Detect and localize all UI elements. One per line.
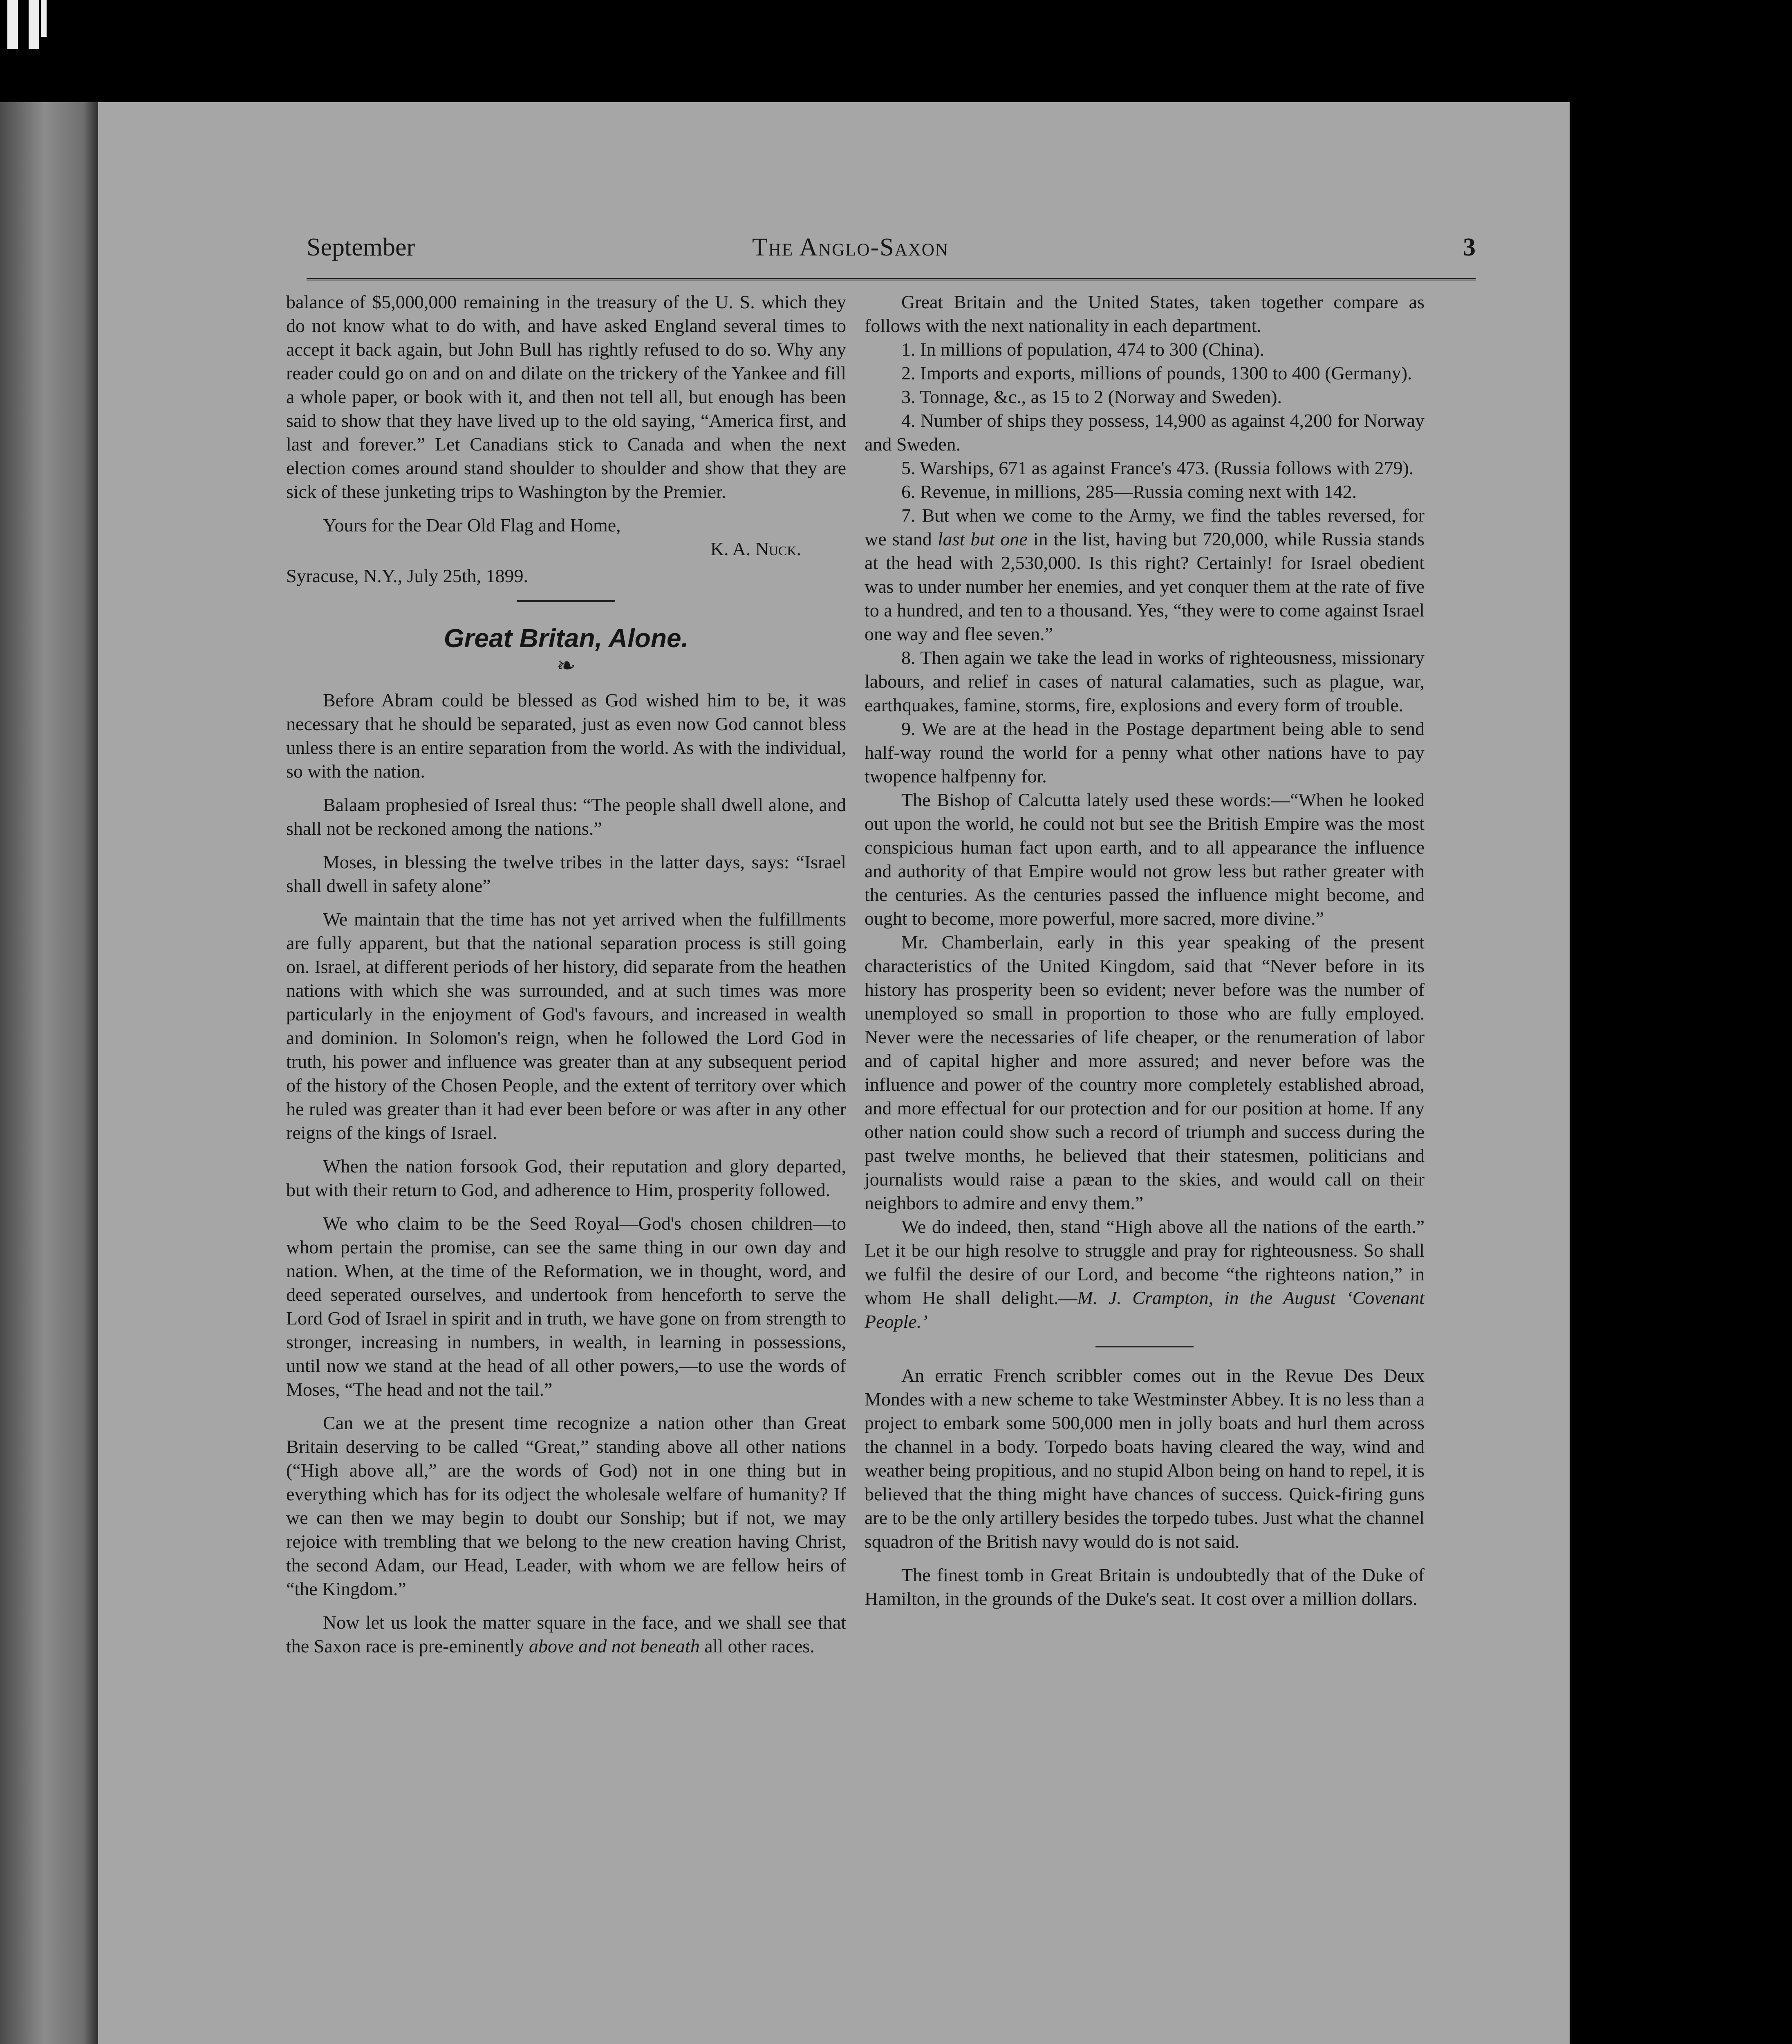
comparison-item: 8. Then again we take the lead in works of righteousness, missionary labours, and relief in cases of natural calamaties, such as plague, war, earthquakes, famine, storms, fire, explosions and every form of trouble.	[865, 647, 1425, 715]
right-column	[865, 290, 1425, 1611]
news-item: The finest tomb in Great Britain is undoubtedly that of the Duke of Hamilton, in the grounds of the Duke's seat. It cost over a million dollars.	[865, 1564, 1425, 1609]
newspaper-page	[98, 102, 1570, 2044]
article-paragraph: When the nation forsook God, their reputation and glory departed, but with their return to God, and adherence to Him, prosperity followed.	[286, 1156, 846, 1200]
article-paragraph: We who claim to be the Seed Royal—God's chosen children—to whom pertain the promise, can see the same thing in our own day and nation. When, at the time of the Reformation, we in thought, word, and deed seperated ourselves, and undertook from henceforth to serve the Lord God of Israel in spirit and in truth, we have gone on from strength to stronger, increasing in numbers, in wealth, in learning in possessions, until now we stand at the head of all other powers,—to use the words of Moses, “The head and not the tail.”	[286, 1213, 846, 1400]
paragraph-text: in the list, having but 720,000, while Russia stands at the head with 2,530,000. Is this right? Certainly! for Israel obedient was to under number her enemies, and yet conquer them at the rate of five to a hundred, and ten to a thousand. Yes, “they were to come against Israel one way and flee seven.”	[865, 529, 1425, 644]
attribution-text: M. J. Crampton, in the August ‘Covenant People.’	[865, 1287, 1425, 1332]
comparison-item: 6. Revenue, in millions, 285—Russia coming next with 142.	[901, 481, 1357, 502]
film-edge-mark	[29, 0, 39, 49]
comparison-item: 5. Warships, 671 as against France's 473. (Russia follows with 279).	[901, 457, 1414, 478]
emphasis-text: last but one	[937, 529, 1028, 549]
letter-signature: K. A. Nuck.	[710, 538, 801, 559]
article-paragraph: Mr. Chamberlain, early in this year speaking of the present characteristics of the United Kingdom, said that “Never before in its history has prosperity been so evident; never before was the number of unemployed so small in proportion to those who are fully employed. Never were the necessaries of life cheaper, or the renumeration of labor and of capital higher and more assured; and never before was the influence and power of the country more completely established abroad, and more effectual for our protection and for our position at home. If any other nation could show such a record of triumph and success during the past twelve months, he believed that their statesmen, politicians and journalists would raise a pæan to the skies, and would call on their neighbors to admire and envy them.”	[865, 932, 1425, 1213]
film-edge-mark	[7, 0, 18, 49]
article-paragraph: Moses, in blessing the twelve tribes in the latter days, says: “Israel shall dwell in safety alone”	[286, 852, 846, 896]
emphasis-text: above and not beneath	[529, 1636, 700, 1656]
article-closing	[865, 1215, 1425, 1334]
letter-paragraph: balance of $5,000,000 remaining in the treasury of the U. S. which they do not know what to do with, and have asked England several times to accept it back again, but John Bull has rightly refused to do so. Why any reader could go on and on and dilate on the trickery of the Yankee and fill a whole paper, or book with it, and then not tell all, but enough has been said to show that they have lived up to the old saying, “America first, and last and forever.” Let Canadians stick to Canada and when the next election comes around stand shoulder to shoulder and show that they are sick of these junketing trips to Washington by the Premier.	[286, 291, 846, 502]
comparison-item: 2. Imports and exports, millions of pounds, 1300 to 400 (Germany).	[901, 363, 1412, 383]
paragraph-text: all other races.	[699, 1636, 815, 1656]
section-divider	[517, 600, 615, 614]
paragraph-text: We do indeed, then, stand “High above all the nations of the earth.” Let it be our high resolve to struggle and pray for righteousness. So shall we fulfil the desire of our Lord, and become “the righteons nation,” in whom He shall delight.—	[865, 1216, 1425, 1308]
article-title: Great Britan, Alone.	[444, 623, 689, 653]
title-ornament: ❧	[556, 653, 576, 679]
comparison-item: 1. In millions of population, 474 to 300 (China).	[901, 339, 1264, 360]
news-item: An erratic French scribbler comes out in the Revue Des Deux Mondes with a new scheme to take Westminster Abbey. It is no less than a project to embark some 500,000 men in jolly boats and hurl them across the channel in a body. Torpedo boats having cleared the way, wind and weather being propitious, and no stupid Albon being on hand to repel, it is believed that the thing might have chances of success. Quick-firing guns are to be the only artillery besides the torpedo tubes. Just what the channel squadron of the British navy would do is not said.	[865, 1365, 1425, 1552]
comparison-item: 4. Number of ships they possess, 14,900 as against 4,200 for Norway and Sweden.	[865, 410, 1425, 455]
article-paragraph	[286, 1611, 846, 1658]
article-paragraph: The Bishop of Calcutta lately used these words:—“When he looked out upon the world, he could not but see the British Empire was the most conspicious human fact upon earth, and to all appearance the influence and authority of that Empire would not grow less but rather greater with the centuries. As the centuries passed the influence might become, and ought to become, more powerful, more sacred, more divine.”	[865, 789, 1425, 929]
header-publication: The Anglo-Saxon	[752, 233, 949, 261]
paragraph-text: 7. But when we come to the Army, we find the tables reversed, for we stand	[865, 505, 1425, 549]
comparison-item	[865, 504, 1425, 646]
paragraph-text: Now let us look the matter square in the face, and we shall see that the Saxon race is pre-eminently	[286, 1612, 846, 1656]
page-number: 3	[1463, 233, 1476, 261]
comparison-item: 9. We are at the head in the Postage department being able to send half-way round the world for a penny what other nations have to pay twopence halfpenny for.	[865, 718, 1425, 787]
comparison-item: 3. Tonnage, &c., as 15 to 2 (Norway and Sweden).	[901, 386, 1282, 407]
letter-dateline: Syracuse, N.Y., July 25th, 1899.	[286, 565, 529, 586]
section-divider	[1095, 1346, 1194, 1360]
article-paragraph: Balaam prophesied of Isreal thus: “The people shall dwell alone, and shall not be reckoned among the nations.”	[286, 794, 846, 839]
running-header	[307, 233, 1476, 280]
letter-closing: Yours for the Dear Old Flag and Home,	[323, 515, 621, 536]
comparison-intro: Great Britain and the United States, taken together compare as follows with the next nationality in each department.	[865, 291, 1425, 336]
article-paragraph: Can we at the present time recognize a nation other than Great Britain deserving to be called “Great,” standing above all other nations (“High above all,” are the words of God) not in one thing but in everything which has for its odject the wholesale welfare of humanity? If we can then we may begin to doubt our Sonship; but if not, we may rejoice with trembling that we belong to the new creation having Christ, the second Adam, our Head, Leader, with whom we are fellow heirs of “the Kingdom.”	[286, 1412, 846, 1599]
header-month: September	[307, 233, 415, 261]
article-paragraph: Before Abram could be blessed as God wished him to be, it was necessary that he should be separated, just as even now God cannot bless unless there is an entire separation from the world. As with the individual, so with the nation.	[286, 690, 846, 782]
binding-edge	[0, 102, 98, 2044]
film-edge-mark	[41, 0, 47, 37]
left-column	[286, 290, 846, 1658]
article-paragraph: We maintain that the time has not yet arrived when the fulfillments are fully apparent, but that the national separation process is still going on. Israel, at different periods of her history, did separate from the heathen nations with which she was surrounded, and at such times was more particularly in the enjoyment of God's favours, and increased in wealth and dominion. In Solomon's reign, when he followed the Lord God in truth, his power and influence was greater than at any subsequent period of the history of the Chosen People, and the extent of territory over which he ruled was greater than it had ever been before or was after in any other reigns of the kings of Israel.	[286, 909, 846, 1143]
